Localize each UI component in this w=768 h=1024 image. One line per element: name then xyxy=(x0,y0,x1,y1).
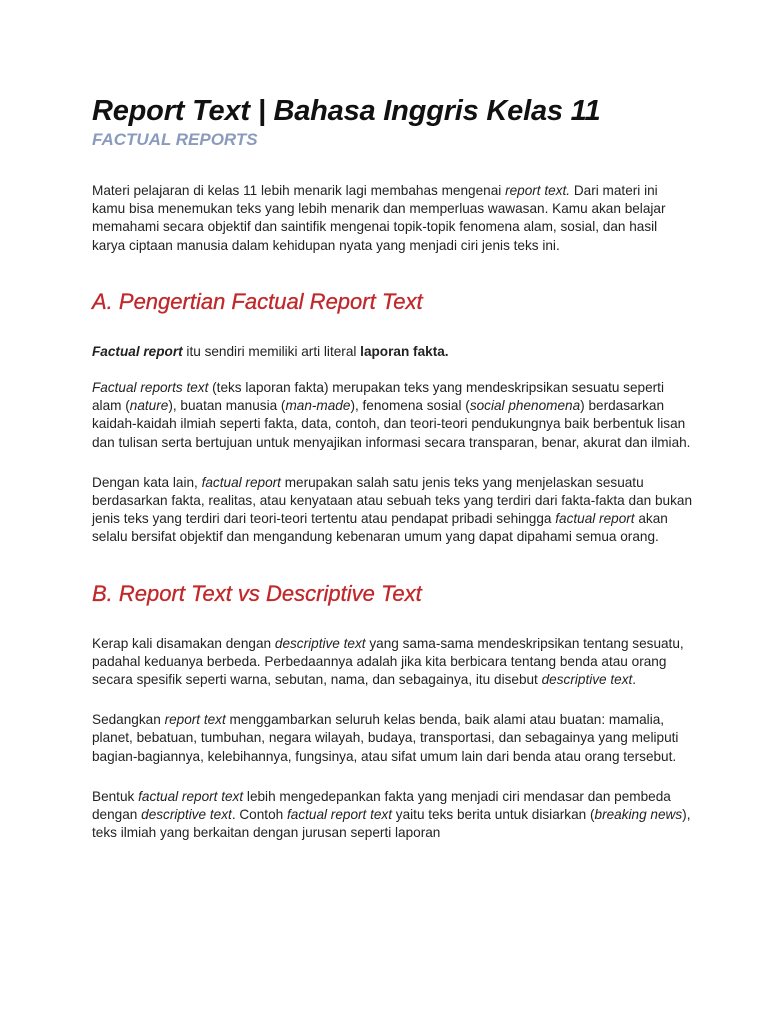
text-run: factual report xyxy=(555,511,635,527)
document-subtitle: FACTUAL REPORTS xyxy=(92,130,258,149)
section-b-heading: B. Report Text vs Descriptive Text xyxy=(92,580,422,606)
text-run: Dengan kata lain, xyxy=(92,474,202,490)
text-run: Dari materi ini kamu bisa menemukan teks yang lebih menarik dan memperluas wawasan. Kamu akan belajar memahami secara objektif dan saintifik mengenai topik-topik fenomena alam, sosial, dan hasil karya ciptaan manusia dalam kehidupan nyata yang menjadi ciri jenis teks ini. xyxy=(92,183,666,253)
text-run: Factual reports text xyxy=(92,380,209,396)
text-run: report text. xyxy=(505,183,571,198)
text-run: (teks laporan fakta) merupakan teks yang mendeskripsikan sesuatu seperti alam ( xyxy=(92,380,664,414)
text-run: akan selalu bersifat objektif dan mengandung kebenaran umum yang dapat dipahami semua orang. xyxy=(92,511,668,545)
text-run: factual report text xyxy=(138,788,244,804)
text-run: descriptive text xyxy=(541,672,633,688)
text-run: ), buatan manusia ( xyxy=(168,398,286,414)
text-run: merupakan salah satu jenis teks yang menjelaskan sesuatu berdasarkan fakta, realitas, atau kenyataan atau sebuah teks yang terdiri dari fakta-fakta dan bukan jenis teks yang terdiri dari teori-teori tertentu atau pendapat pribadi sehingga xyxy=(92,474,693,527)
text-run: Kerap kali disamakan dengan xyxy=(92,635,275,651)
text-run: . Contoh xyxy=(231,807,287,823)
text-run: . xyxy=(632,672,637,688)
text-run: social phenomena xyxy=(469,398,581,414)
section-b-paragraph-2 xyxy=(92,711,692,766)
text-run: laporan fakta. xyxy=(360,343,449,359)
text-run: man-made xyxy=(285,398,351,414)
text-run: ) berdasarkan kaidah-kaidah ilmiah seperti fakta, data, contoh, dan teori-teori pendukungnya baik berbentuk lisan dan tulisan serta bertujuan untuk menyajikan informasi secara transparan, benar, akurat dan ilmiah. xyxy=(92,398,691,450)
section-b-paragraph-3 xyxy=(92,788,692,843)
text-run: yaitu teks berita untuk disiarkan ( xyxy=(392,807,595,823)
section-a-heading: A. Pengertian Factual Report Text xyxy=(92,288,423,314)
intro-paragraph xyxy=(92,182,692,255)
text-run: yang sama-sama mendeskripsikan tentang sesuatu, padahal keduanya berbeda. Perbedaannya adalah jika kita berbicara tentang benda atau orang secara spesifik seperti warna, sebutan, nama, dan sebagainya, itu disebut xyxy=(92,635,684,688)
text-run: ), teks ilmiah yang berkaitan dengan jurusan seperti laporan xyxy=(92,807,691,841)
text-run: menggambarkan seluruh kelas benda, baik alami atau buatan: mamalia, planet, bebatuan, tumbuhan, negara wilayah, budaya, transportasi, dan sebagainya yang meliputi bagian-bagiannya, kelebihannya, fungsinya, atau sifat umum lain dari benda atau orang tersebut. xyxy=(92,712,679,764)
text-run: ), fenomena sosial ( xyxy=(350,398,470,414)
section-a-paragraph-1 xyxy=(92,343,692,361)
text-run: Bentuk xyxy=(92,788,139,804)
section-b-paragraph-1 xyxy=(92,635,692,690)
text-run: itu sendiri memiliki arti literal xyxy=(182,343,361,359)
text-run: breaking news xyxy=(594,807,683,823)
text-run: descriptive text xyxy=(141,807,232,823)
text-run: report text xyxy=(164,712,226,728)
text-run: Materi pelajaran di kelas 11 lebih menarik lagi membahas mengenai xyxy=(92,183,506,198)
text-run: lebih mengedepankan fakta yang menjadi ciri mendasar dan pembeda dengan xyxy=(92,788,671,823)
document-page xyxy=(92,92,692,864)
document-title: Report Text | Bahasa Inggris Kelas 11 xyxy=(92,95,601,127)
section-a-paragraph-3 xyxy=(92,474,692,547)
section-a-paragraph-2 xyxy=(92,379,692,452)
text-run: nature xyxy=(129,398,169,414)
text-run: Factual report xyxy=(92,343,183,359)
text-run: factual report text xyxy=(286,807,393,823)
text-run: descriptive text xyxy=(274,635,366,651)
text-run: Sedangkan xyxy=(92,712,165,728)
text-run: factual report xyxy=(201,474,281,490)
